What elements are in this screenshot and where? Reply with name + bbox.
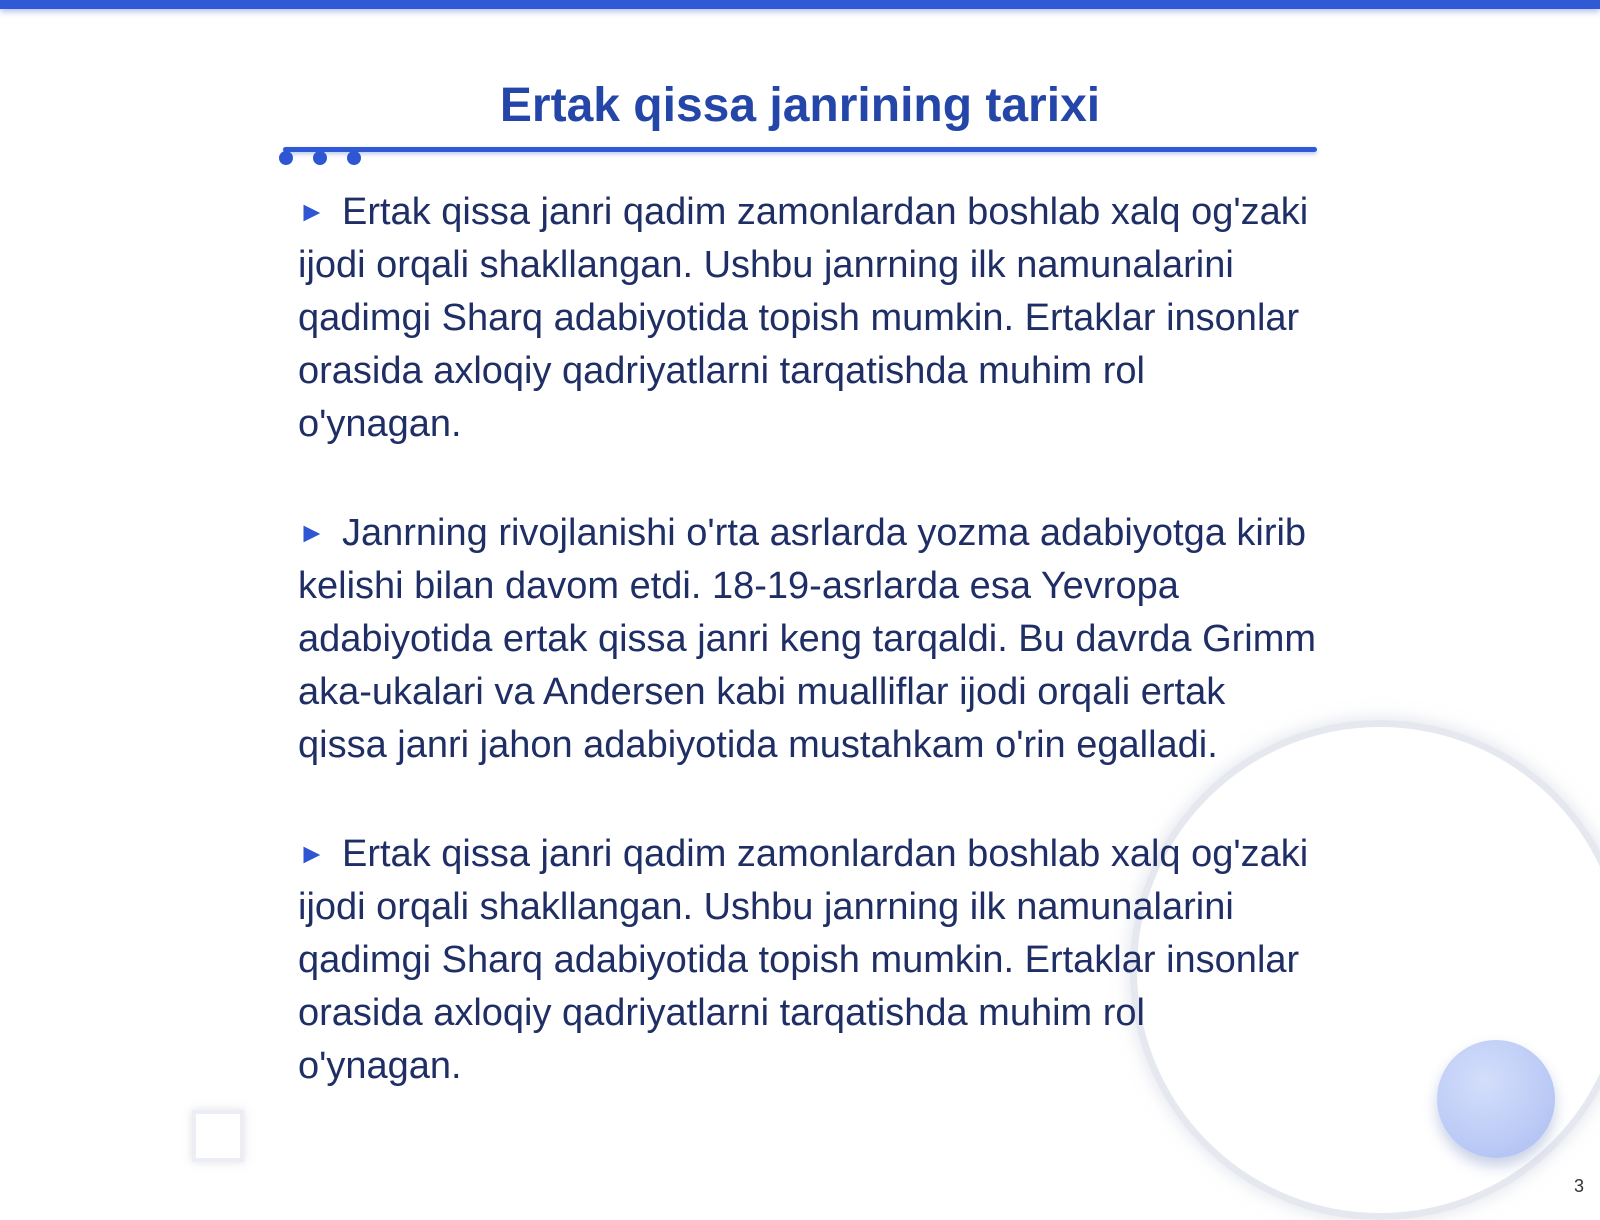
top-accent-bar xyxy=(0,0,1600,9)
decorative-circle xyxy=(1437,1040,1555,1158)
underline-dot xyxy=(279,151,293,165)
triangle-bullet-icon: ► xyxy=(298,196,326,227)
bullet-paragraph xyxy=(298,506,1318,772)
bullet-paragraph xyxy=(298,827,1318,1093)
triangle-bullet-icon: ► xyxy=(298,517,326,548)
underline-dot xyxy=(313,151,327,165)
paragraph-text: Ertak qissa janri qadim zamonlardan boshlab xalq og'zaki ijodi orqali shakllangan. Ushbu janrning ilk namunalarini qadimgi Sharq adabiyotida topish mumkin. Ertaklar insonlar orasida axloqiy qadriyatlarni tarqatishda muhim rol o'ynagan. xyxy=(298,191,1309,445)
bullet-paragraph xyxy=(298,185,1318,451)
paragraph-text: Ertak qissa janri qadim zamonlardan boshlab xalq og'zaki ijodi orqali shakllangan. Ushbu janrning ilk namunalarini qadimgi Sharq adabiyotida topish mumkin. Ertaklar insonlar orasida axloqiy qadriyatlarni tarqatishda muhim rol o'ynagan. xyxy=(298,833,1309,1087)
slide-title: Ertak qissa janrining tarixi xyxy=(499,79,1101,132)
underline-dot xyxy=(347,151,361,165)
slide-body xyxy=(298,185,1318,1148)
decorative-square xyxy=(192,1110,244,1162)
title-underline xyxy=(283,147,1317,152)
page-number: 3 xyxy=(1573,1176,1584,1196)
triangle-bullet-icon: ► xyxy=(298,838,326,869)
paragraph-text: Janrning rivojlanishi o'rta asrlarda yozma adabiyotga kirib kelishi bilan davom etdi. 18-19-asrlarda esa Yevropa adabiyotida ertak qissa janri keng tarqaldi. Bu davrda Grimm aka-ukalari va Andersen kabi mualliflar ijodi orqali ertak qissa janri jahon adabiyotida mustahkam o'rin egalladi. xyxy=(298,512,1317,766)
